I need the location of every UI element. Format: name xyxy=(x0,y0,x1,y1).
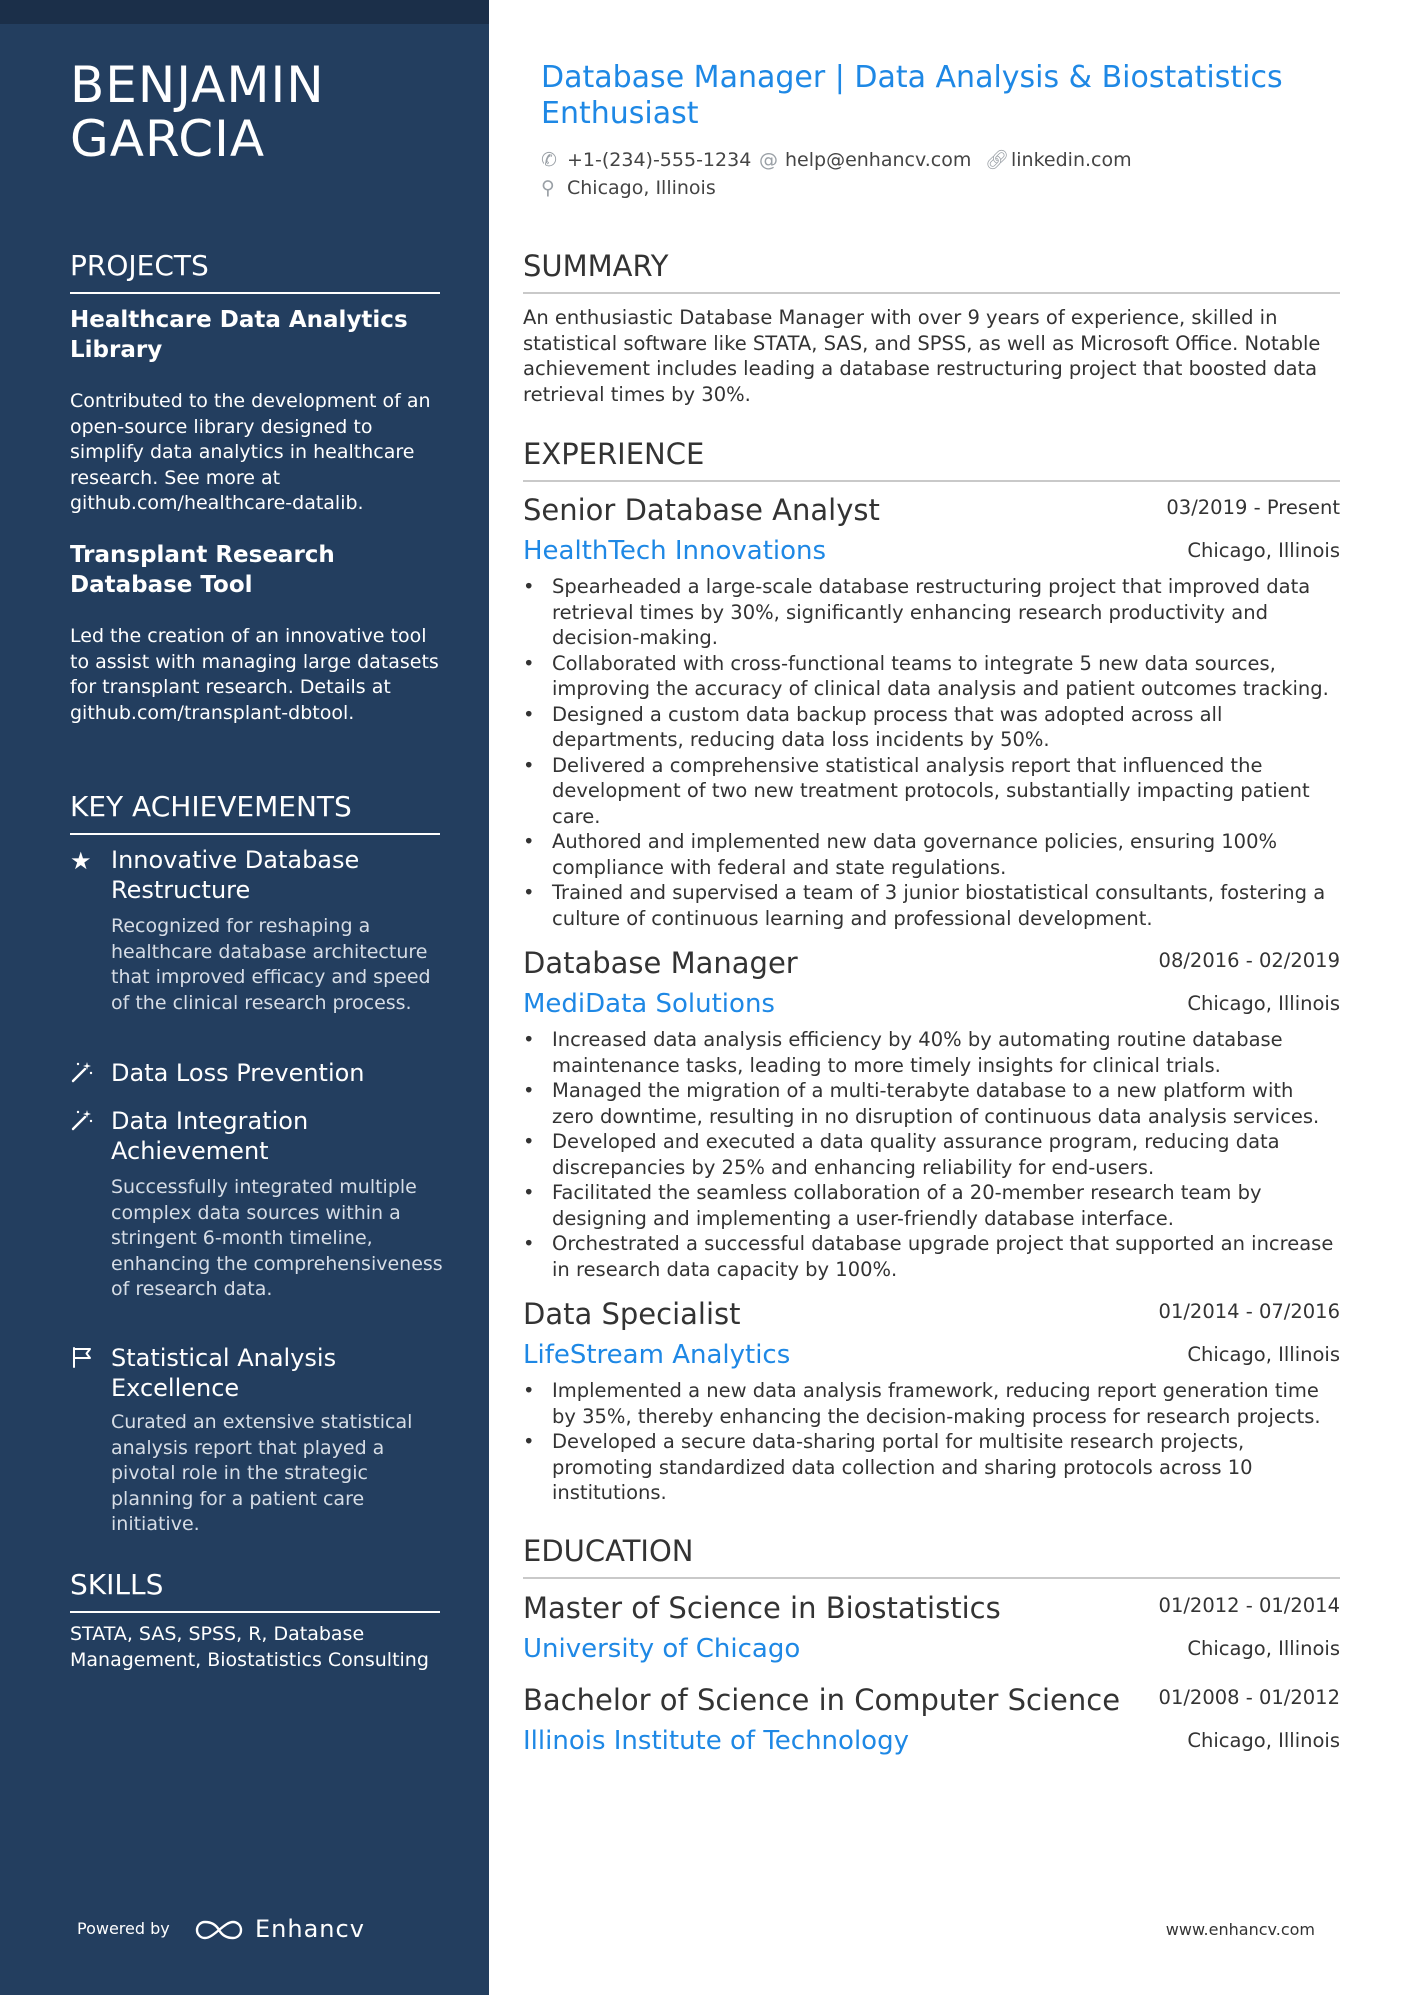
at-icon: @ xyxy=(759,149,778,171)
project-description: Led the creation of an innovative tool to assist with managing large datasets for transplant research. Details at github.com/transplant-dbtool. xyxy=(70,625,439,724)
job-dates: 08/2016 - 02/2019 xyxy=(1158,949,1340,972)
enhancv-logo[interactable] xyxy=(195,1912,365,1946)
list-item: • Authored and implemented new data governance policies, ensuring 100% compliance with federal and state regulations. xyxy=(523,829,1340,880)
list-item: • Trained and supervised a team of 3 junior biostatistical consultants, fostering a culture of continuous learning and professional development. xyxy=(523,880,1340,931)
list-item: • Spearheaded a large-scale database restructuring project that improved data retrieval times by 30%, significantly enhancing research productivity and decision-making. xyxy=(523,574,1340,651)
phone-text: +1-(234)-555-1234 xyxy=(567,149,752,171)
job-location: Chicago, Illinois xyxy=(1187,539,1340,562)
list-item: • Increased data analysis efficiency by 40% by automating routine database maintenance tasks, leading to more timely insights for clinical trials. xyxy=(523,1027,1340,1078)
list-item: • Facilitated the seamless collaboration of a 20-member research team by designing and implementing a user-friendly database interface. xyxy=(523,1180,1340,1231)
skills-list: STATA, SAS, SPSS, R, Database Management, Biostatistics Consulting xyxy=(70,1623,429,1671)
contact-email[interactable] xyxy=(759,148,971,172)
achievement-description: Successfully integrated multiple complex data sources within a stringent 6-month timeline, enhancing the comprehensiveness of research data. xyxy=(111,1176,443,1300)
headline: Database Manager | Data Analysis & Biostatistics Enthusiast xyxy=(541,60,1283,131)
summary-text: An enthusiastic Database Manager with over 9 years of experience, skilled in statistical software like STATA, SAS, and SPSS, as well as Microsoft Office. Notable achievement includes leading a database restructuring project that boosted data retrieval times by 30%. xyxy=(523,306,1321,406)
projects-heading: PROJECTS xyxy=(70,248,440,294)
education-dates: 01/2008 - 01/2012 xyxy=(1158,1686,1340,1709)
job-bullets xyxy=(523,1027,1340,1282)
project-description: Contributed to the development of an open-source library designed to simplify data analytics in healthcare research. See more at github.com/healthcare-datalib. xyxy=(70,390,431,514)
linkedin-text: linkedin.com xyxy=(1011,149,1132,171)
location-text: Chicago, Illinois xyxy=(567,177,716,199)
job-location: Chicago, Illinois xyxy=(1187,1343,1340,1366)
achievement-description: Curated an extensive statistical analysis report that played a pivotal role in the strategic planning for a patient care initiative. xyxy=(111,1411,413,1535)
achievement-description: Recognized for reshaping a healthcare database architecture that improved efficacy and speed of the clinical research process. xyxy=(111,915,431,1014)
education-heading: EDUCATION xyxy=(523,1533,1340,1579)
location-pin-icon: ⚲ xyxy=(541,177,555,199)
contact-location xyxy=(541,176,716,200)
email-text: help@enhancv.com xyxy=(785,149,972,171)
school-name: University of Chicago xyxy=(523,1634,801,1664)
phone-icon: ✆ xyxy=(541,149,557,171)
company-name: LifeStream Analytics xyxy=(523,1340,791,1370)
job-dates: 01/2014 - 07/2016 xyxy=(1158,1300,1340,1323)
company-name: HealthTech Innovations xyxy=(523,536,827,566)
flag-icon xyxy=(70,1345,96,1371)
achievement-title: Innovative Database Restructure xyxy=(111,846,360,904)
job-bullets xyxy=(523,574,1340,931)
key-achievements-heading: KEY ACHIEVEMENTS xyxy=(70,789,440,835)
sidebar-top-bar xyxy=(0,0,489,24)
contact-linkedin[interactable] xyxy=(985,148,1132,172)
job-title: Data Specialist xyxy=(523,1297,741,1331)
education-dates: 01/2012 - 01/2014 xyxy=(1158,1594,1340,1617)
list-item: • Managed the migration of a multi-terabyte database to a new platform with zero downtime, resulting in no disruption of continuous data analysis services. xyxy=(523,1078,1340,1129)
list-item: • Delivered a comprehensive statistical analysis report that influenced the development of two new treatment protocols, substantially impacting patient care. xyxy=(523,753,1340,830)
job-location: Chicago, Illinois xyxy=(1187,992,1340,1015)
list-item: • Developed and executed a data quality assurance program, reducing data discrepancies by 25% and enhancing reliability for end-users. xyxy=(523,1129,1340,1180)
achievement-title: Data Loss Prevention xyxy=(111,1059,365,1087)
link-icon: 🔗︎ xyxy=(985,149,1010,171)
list-item: • Implemented a new data analysis framework, reducing report generation time by 35%, thereby enhancing the decision-making process for research projects. xyxy=(523,1378,1340,1429)
experience-heading: EXPERIENCE xyxy=(523,436,1340,482)
job-title: Database Manager xyxy=(523,946,798,980)
education-location: Chicago, Illinois xyxy=(1187,1729,1340,1752)
job-dates: 03/2019 - Present xyxy=(1166,496,1340,519)
achievement-title: Data Integration Achievement xyxy=(111,1107,309,1165)
powered-by-label: Powered by xyxy=(77,1919,170,1938)
name-line-2: GARCIA xyxy=(70,110,266,168)
achievement-title: Statistical Analysis Excellence xyxy=(111,1344,337,1402)
enhancv-brand-name: Enhancv xyxy=(255,1915,365,1943)
list-item: • Designed a custom data backup process that was adopted across all departments, reducing data loss incidents by 50%. xyxy=(523,702,1340,753)
sidebar xyxy=(0,0,489,1995)
name-line-1: BENJAMIN xyxy=(70,56,325,114)
skills-heading: SKILLS xyxy=(70,1567,440,1613)
summary-heading: SUMMARY xyxy=(523,248,1340,294)
list-item: • Collaborated with cross-functional teams to integrate 5 new data sources, improving the accuracy of clinical data analysis and patient outcomes tracking. xyxy=(523,651,1340,702)
job-bullets xyxy=(523,1378,1340,1506)
project-title: Transplant Research Database Tool xyxy=(70,542,335,598)
degree-title: Master of Science in Biostatistics xyxy=(523,1591,1001,1625)
project-title: Healthcare Data Analytics Library xyxy=(70,307,408,363)
education-location: Chicago, Illinois xyxy=(1187,1637,1340,1660)
star-icon: ★ xyxy=(70,847,92,875)
school-name: Illinois Institute of Technology xyxy=(523,1726,909,1756)
degree-title: Bachelor of Science in Computer Science xyxy=(523,1683,1121,1717)
contact-phone xyxy=(541,148,751,172)
candidate-name xyxy=(70,58,470,166)
list-item: • Developed a secure data-sharing portal for multisite research projects, promoting standardized data collection and sharing protocols across 10 institutions. xyxy=(523,1429,1340,1506)
company-name: MediData Solutions xyxy=(523,989,775,1019)
job-title: Senior Database Analyst xyxy=(523,493,880,527)
footer-website[interactable]: www.enhancv.com xyxy=(1165,1920,1315,1939)
list-item: • Orchestrated a successful database upgrade project that supported an increase in research data capacity by 100%. xyxy=(523,1231,1340,1282)
magic-wand-icon xyxy=(70,1108,96,1134)
infinity-logo-icon xyxy=(195,1918,243,1942)
magic-wand-icon xyxy=(70,1060,96,1086)
